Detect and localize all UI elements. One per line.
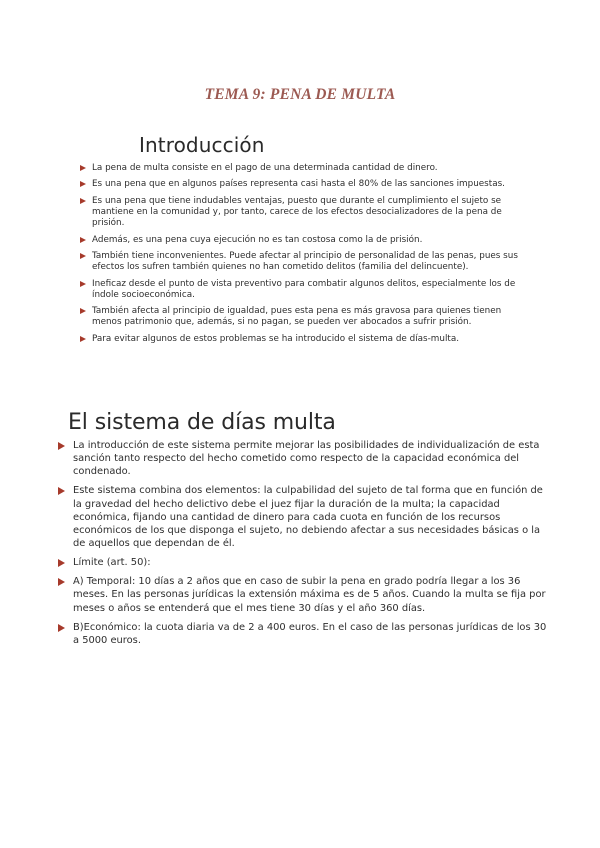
list-item-text: B)Económico: la cuota diaria va de 2 a 400 euros. En el caso de las personas jurídicas de los 30 a 5000 euros. bbox=[73, 621, 547, 646]
right-arrow-icon bbox=[58, 559, 65, 567]
list-item-text: Es una pena que tiene indudables ventajas, puesto que durante el cumplimiento el sujeto se mantiene en la comunidad y, por tanto, carece de los efectos desocializadores de la pena de prisión. bbox=[92, 195, 502, 229]
list-item bbox=[80, 306, 525, 328]
list-item-text: Para evitar algunos de estos problemas se ha introducido el sistema de días-multa. bbox=[92, 333, 460, 344]
right-arrow-icon bbox=[80, 181, 86, 187]
right-arrow-icon bbox=[80, 165, 86, 171]
list-item bbox=[80, 279, 525, 301]
list-item-text: Además, es una pena cuya ejecución no es tan costosa como la de prisión. bbox=[92, 234, 423, 245]
list-item bbox=[58, 575, 548, 615]
right-arrow-icon bbox=[58, 442, 65, 450]
right-arrow-icon bbox=[58, 487, 65, 495]
right-arrow-icon bbox=[80, 253, 86, 259]
right-arrow-icon bbox=[80, 198, 86, 204]
list-item bbox=[58, 556, 548, 569]
page-title: TEMA 9: PENA DE MULTA bbox=[204, 86, 396, 103]
right-arrow-icon bbox=[80, 336, 86, 342]
right-arrow-icon bbox=[80, 237, 86, 243]
list-item bbox=[80, 196, 525, 230]
section-heading-introduccion: Introducción bbox=[139, 133, 265, 157]
list-item-text: También tiene inconvenientes. Puede afectar al principio de personalidad de las penas, pues sus efectos los sufren también quienes no han cometido delitos (familia del delincuente). bbox=[92, 250, 518, 273]
bullet-list-dias-multa bbox=[58, 439, 548, 653]
list-item-text: Ineficaz desde el punto de vista preventivo para combatir algunos delitos, especialmente los de índole socioeconómica. bbox=[92, 278, 516, 300]
list-item bbox=[80, 235, 525, 246]
list-item bbox=[80, 334, 525, 345]
list-item-text: La pena de multa consiste en el pago de una determinada cantidad de dinero. bbox=[92, 163, 438, 173]
list-item-text: A) Temporal: 10 días a 2 años que en caso de subir la pena en grado podría llegar a los 36 meses. En las personas jurídicas la extensión máxima es de 5 años. Cuando la multa se fija por meses o años se entenderá que el mes tiene 30 días y el año 360 días. bbox=[73, 576, 546, 614]
right-arrow-icon bbox=[80, 281, 86, 287]
list-item-text: Es una pena que en algunos países representa casi hasta el 80% de las sanciones impuestas. bbox=[92, 179, 505, 190]
list-item bbox=[58, 439, 548, 479]
list-item bbox=[80, 179, 525, 190]
right-arrow-icon bbox=[58, 578, 65, 586]
list-item bbox=[80, 163, 525, 174]
list-item-text: También afecta al principio de igualdad, pues esta pena es más gravosa para quienes tienen menos patrimonio que, además, si no pagan, se pueden ver abocados a sufrir prisión. bbox=[92, 306, 502, 328]
list-item bbox=[58, 621, 548, 647]
list-item bbox=[80, 251, 525, 273]
list-item-text: Límite (art. 50): bbox=[73, 557, 151, 569]
right-arrow-icon bbox=[58, 624, 65, 632]
list-item bbox=[58, 484, 548, 550]
bullet-list-introduccion bbox=[80, 163, 525, 350]
list-item-text: La introducción de este sistema permite mejorar las posibilidades de individualización de esta sanción tanto respecto del hecho cometido como respecto de la capacidad económica del condenado. bbox=[73, 440, 540, 478]
list-item-text: Este sistema combina dos elementos: la culpabilidad del sujeto de tal forma que en función de la gravedad del hecho delictivo debe el juez fijar la duración de la multa; la capacidad económica, fijando una cantidad de dinero para cada cuota en función de los recursos económicos de los que disponga el sujeto, no debiendo afectar a sus necesidades básicas o la de aquellos que dependan de él. bbox=[73, 485, 543, 550]
right-arrow-icon bbox=[80, 308, 86, 314]
section-heading-dias-multa: El sistema de días multa bbox=[68, 410, 336, 435]
